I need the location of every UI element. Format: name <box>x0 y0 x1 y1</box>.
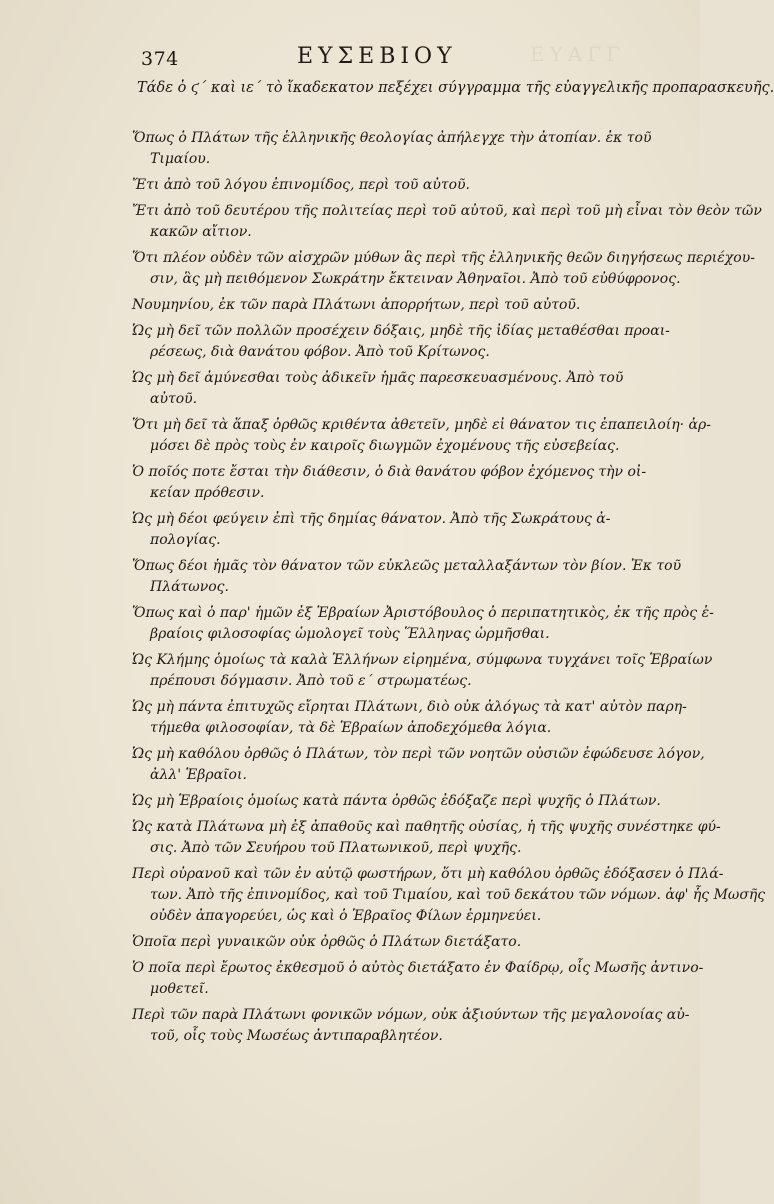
chapter-summary-entry <box>132 697 687 739</box>
chapter-summary-entry <box>132 415 711 457</box>
chapter-summary-list <box>132 128 766 1052</box>
entry-line: Ὅπως δέοι ἡμᾶς τὸν θάνατον τῶν εὐκλεῶς μεταλλαξάντων τὸν βίον. Ἐκ τοῦ <box>132 558 682 574</box>
chapter-summary-entry <box>132 864 766 927</box>
chapter-summary-entry <box>132 201 762 243</box>
entry-line: Πλάτωνος. <box>150 579 229 595</box>
chapter-summary-entry <box>132 958 704 1000</box>
entry-line: βραίοις φιλοσοφίας ὡμολογεῖ τοὺς Ἕλληνας ὡρμῆσθαι. <box>150 626 550 642</box>
chapter-summary-entry <box>132 1005 690 1047</box>
entry-line: Ὡς μὴ δεῖ τῶν πολλῶν προσέχειν δόξαις, μηδὲ τῆς ἰδίας μεταθέσθαι προαι- <box>132 323 670 339</box>
entry-line: Ὡς μὴ πάντα ἐπιτυχῶς εἴρηται Πλάτωνι, διὸ οὐκ ἀλόγως τὰ κατ' αὐτὸν παρη- <box>132 699 687 715</box>
entry-line: Ὁ ποῖα περὶ ἔρωτος ἐκθεσμοῦ ὁ αὐτὸς διετάξατο ἐν Φαίδρῳ, οἷς Μωσῆς ἀντινο- <box>132 960 704 976</box>
entry-line: Ὡς μὴ Ἑβραίοις ὁμοίως κατὰ πάντα ὀρθῶς ἐδόξαζε περὶ ψυχῆς ὁ Πλάτων. <box>132 793 661 809</box>
chapter-summary-entry <box>132 462 647 504</box>
chapter-summary-entry <box>132 248 755 290</box>
chapter-summary-entry <box>132 603 714 645</box>
chapter-summary-entry <box>132 791 661 812</box>
chapter-summary-entry <box>132 295 632 316</box>
entry-line: κακῶν αἴτιον. <box>150 224 252 240</box>
chapter-summary-entry <box>132 175 632 196</box>
entry-line: Ὅτι πλέον οὐδὲν τῶν αἰσχρῶν μύθων ἃς περὶ τῆς ἑλληνικῆς θεῶν διηγήσεως περιέχου- <box>132 250 755 266</box>
entry-line: των. Ἀπὸ τῆς ἐπινομίδος, καὶ τοῦ Τιμαίου, καὶ τοῦ δεκάτου τῶν νόμων. ἀφ' ἧς Μωσῆς <box>150 887 766 903</box>
chapter-summary-entry <box>132 509 632 551</box>
entry-line: Περὶ τῶν παρὰ Πλάτωνι φονικῶν νόμων, οὐκ ἀξιούντων τῆς μεγαλονοίας αὐ- <box>132 1007 690 1023</box>
entry-line: Ὡς κατὰ Πλάτωνα μὴ ἐξ ἀπαθοῦς καὶ παθητῆς οὐσίας, ἡ τῆς ψυχῆς συνέστηκε φύ- <box>132 819 721 835</box>
table-of-contents-title: Τάδε ὁ ϛ´ καὶ ιε´ τὸ ἴκαδεκατον πεξέχει σύγγραμμα τῆς εὐαγγελικῆς προπαρασκευῆς. <box>137 80 774 96</box>
chapter-summary-entry <box>132 817 721 859</box>
entry-line: Νουμηνίου, ἐκ τῶν παρὰ Πλάτωνι ἀπορρήτων, περὶ τοῦ αὐτοῦ. <box>132 297 581 313</box>
chapter-summary-entry <box>132 650 713 692</box>
chapter-summary-entry <box>132 128 652 170</box>
chapter-summary-entry <box>132 368 632 410</box>
entry-line: Ἔτι ἀπὸ τοῦ δευτέρου τῆς πολιτείας περὶ τοῦ αὐτοῦ, καὶ περὶ τοῦ μὴ εἶναι τὸν θεὸν τῶν <box>132 203 762 219</box>
entry-line: μόσει δὲ πρὸς τοὺς ἐν καιροῖς διωγμῶν ἐχομένους τῆς εὐσεβείας. <box>150 438 620 454</box>
entry-line: ἀλλ' Ἑβραῖοι. <box>150 767 247 783</box>
entry-line: τήμεθα φιλοσοφίαν, τὰ δὲ Ἑβραίων ἀποδεχόμεθα λόγια. <box>150 720 552 736</box>
entry-line: Ἔτι ἀπὸ τοῦ λόγου ἐπινομίδος, περὶ τοῦ αὐτοῦ. <box>132 177 470 193</box>
entry-line: Ὅτι μὴ δεῖ τὰ ἅπαξ ὀρθῶς κριθέντα ἀθετεῖν, μηδὲ εἰ θάνατον τις ἐπαπειλοίη· ἁρ- <box>132 417 711 433</box>
entry-line: Ὁ ποῖός ποτε ἔσται τὴν διάθεσιν, ὁ διὰ θανάτου φόβον ἐχόμενος τὴν οἰ- <box>132 464 647 480</box>
entry-line: Τιμαίου. <box>150 151 211 167</box>
entry-line: τοῦ, οἷς τοὺς Μωσέως ἀντιπαραβλητέον. <box>150 1028 443 1044</box>
entry-line: σιν, ἃς μὴ πειθόμενον Σωκράτην ἔκτειναν Ἀθηναῖοι. Ἀπὸ τοῦ εὐθύφρονος. <box>150 271 681 287</box>
chapter-summary-entry <box>132 556 682 598</box>
entry-line: πρέπουσι δόγμασιν. Ἀπὸ τοῦ ε´ στρωματέως. <box>150 673 472 689</box>
chapter-summary-entry <box>132 744 705 786</box>
entry-line: Ὡς μὴ δεῖ ἀμύνεσθαι τοὺς ἀδικεῖν ἡμᾶς παρεσκευασμένους. Ἀπὸ τοῦ <box>132 370 624 386</box>
entry-line: Περὶ οὐρανοῦ καὶ τῶν ἐν αὐτῷ φωστήρων, ὅτι μὴ καθόλου ὀρθῶς ἐδόξασεν ὁ Πλά- <box>132 866 724 882</box>
chapter-summary-entry <box>132 932 632 953</box>
chapter-summary-entry <box>132 321 670 363</box>
running-head: ΕΥΣΕΒΙΟΥ <box>297 44 457 69</box>
entry-line: πολογίας. <box>150 532 221 548</box>
entry-line: Ὅπως καὶ ὁ παρ' ἡμῶν ἐξ Ἑβραίων Ἀριστόβουλος ὁ περιπατητικὸς, ἐκ τῆς πρὸς ἑ- <box>132 605 714 621</box>
entry-line: οὐδὲν ἀπαγορεύει, ὡς καὶ ὁ Ἑβραῖος Φίλων ἑρμηνεύει. <box>150 908 542 924</box>
entry-line: Ὁποῖα περὶ γυναικῶν οὐκ ὀρθῶς ὁ Πλάτων διετάξατο. <box>132 934 522 950</box>
entry-line: αὐτοῦ. <box>150 391 198 407</box>
entry-line: Ὡς Κλήμης ὁμοίως τὰ καλὰ Ἑλλήνων εἰρημένα, σύμφωνα τυγχάνει τοῖς Ἑβραίων <box>132 652 713 668</box>
entry-line: Ὡς μὴ καθόλου ὀρθῶς ὁ Πλάτων, τὸν περὶ τῶν νοητῶν οὐσιῶν ἐφώδευσε λόγον, <box>132 746 705 762</box>
entry-line: Ὅπως ὁ Πλάτων τῆς ἑλληνικῆς θεολογίας ἀπήλεγχε τὴν ἀτοπίαν. ἐκ τοῦ <box>132 130 652 146</box>
entry-line: σις. Ἀπὸ τῶν Σευήρου τοῦ Πλατωνικοῦ, περὶ ψυχῆς. <box>150 840 522 856</box>
entry-line: μοθετεῖ. <box>150 981 209 997</box>
entry-line: Ὡς μὴ δέοι φεύγειν ἐπὶ τῆς δημίας θάνατον. Ἀπὸ τῆς Σωκράτους ἀ- <box>132 511 611 527</box>
show-through-running-head: ΕΥΑΓΓ <box>530 42 625 66</box>
entry-line: ρέσεως, διὰ θανάτου φόβον. Ἀπὸ τοῦ Κρίτωνος. <box>150 344 490 360</box>
entry-line: κείαν πρόθεσιν. <box>150 485 265 501</box>
page-number: 374 <box>141 48 179 70</box>
